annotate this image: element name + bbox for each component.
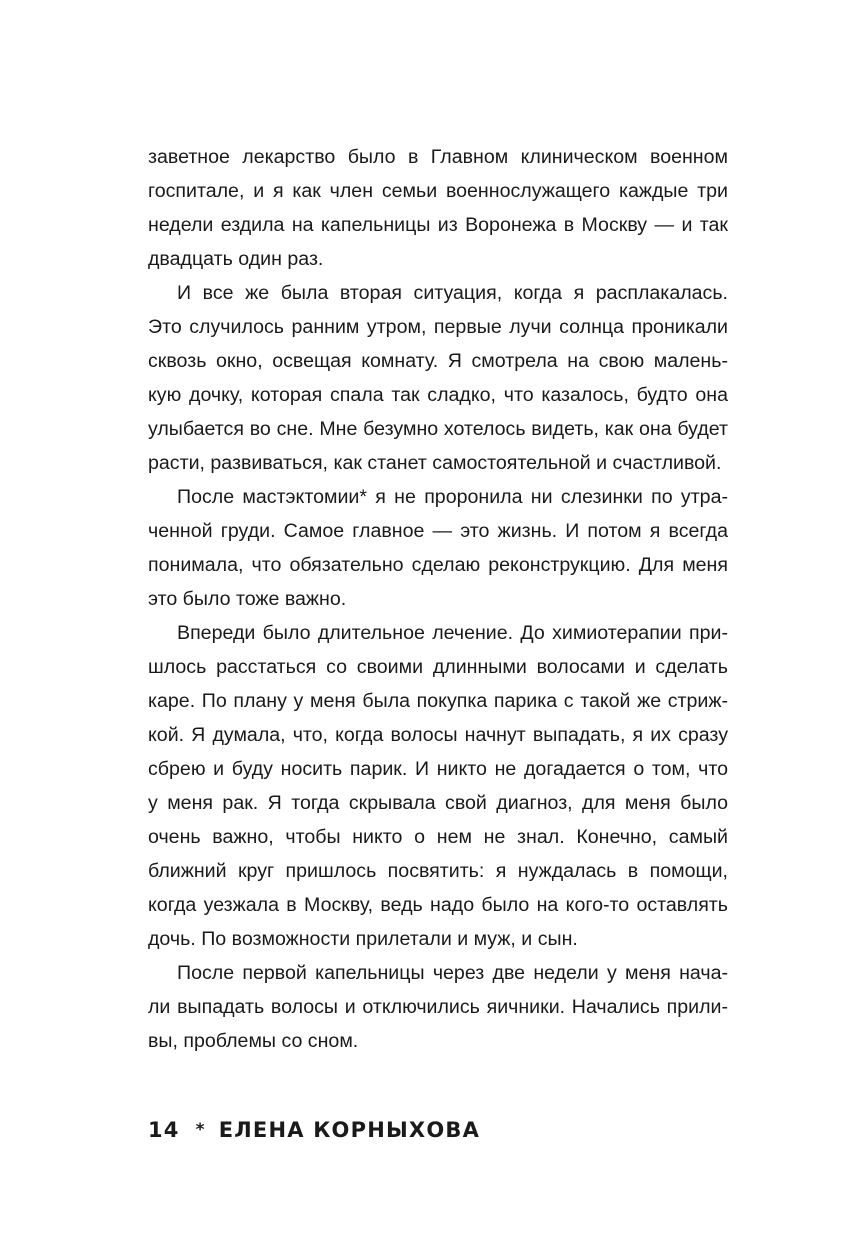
text-line: Это случилось ранним утром, первые лучи солнца проникали: [148, 316, 728, 338]
text-line: у меня рак. Я тогда скрывала свой диагноз, для меня было: [148, 792, 728, 814]
text-line: кую дочку, которая спала так сладко, что казалось, будто она: [148, 384, 728, 406]
text-line: ли выпадать волосы и отключились яичники. Начались прили-: [148, 996, 728, 1018]
text-line: улыбается во сне. Мне безумно хотелось видеть, как она будет: [148, 418, 728, 440]
text-line: заветное лекарство было в Главном клиническом военном: [148, 146, 728, 168]
text-line: дочь. По возможности прилетали и муж, и сын.: [148, 928, 578, 950]
text-line: И все же была вторая ситуация, когда я расплакалась.: [177, 282, 728, 304]
text-line: Впереди было длительное лечение. До химиотерапии при-: [177, 622, 728, 644]
star-separator-icon: *: [195, 1120, 206, 1140]
text-line: это было тоже важно.: [148, 588, 347, 610]
text-line: двадцать один раз.: [148, 248, 324, 270]
text-line: сбрею и буду носить парик. И никто не догадается о том, что: [148, 758, 728, 780]
text-line: каре. По плану у меня была покупка парика с такой же стриж-: [148, 690, 728, 712]
text-line: шлось расстаться со своими длинными волосами и сделать: [148, 656, 728, 678]
text-line: когда уезжала в Москву, ведь надо было на кого-то оставлять: [148, 894, 728, 916]
body-text: [148, 140, 728, 1058]
text-line: ченной груди. Самое главное — это жизнь. И потом я всегда: [148, 520, 728, 542]
text-line: очень важно, чтобы никто о нем не знал. Конечно, самый: [148, 826, 728, 848]
text-line: вы, проблемы со сном.: [148, 1030, 359, 1052]
text-line: После первой капельницы через две недели у меня нача-: [177, 962, 728, 984]
text-line: ближний круг пришлось посвятить: я нуждалась в помощи,: [148, 860, 728, 882]
text-line: кой. Я думала, что, когда волосы начнут выпадать, я их сразу: [148, 724, 728, 746]
page-number: 14: [148, 1118, 180, 1142]
text-line: сквозь окно, освещая комнату. Я смотрела на свою малень-: [148, 350, 728, 372]
author-name: ЕЛЕНА КОРНЫХОВА: [218, 1118, 481, 1142]
running-footer: [148, 1113, 480, 1147]
text-line: После мастэктомии* я не проронила ни слезинки по утра-: [177, 486, 728, 508]
text-line: госпитале, и я как член семьи военнослужащего каждые три: [148, 180, 728, 202]
text-line: недели ездила на капельницы из Воронежа в Москву — и так: [148, 214, 728, 236]
text-line: понимала, что обязательно сделаю реконструкцию. Для меня: [148, 554, 728, 576]
text-line: расти, развиваться, как станет самостоятельной и счастливой.: [148, 452, 722, 474]
